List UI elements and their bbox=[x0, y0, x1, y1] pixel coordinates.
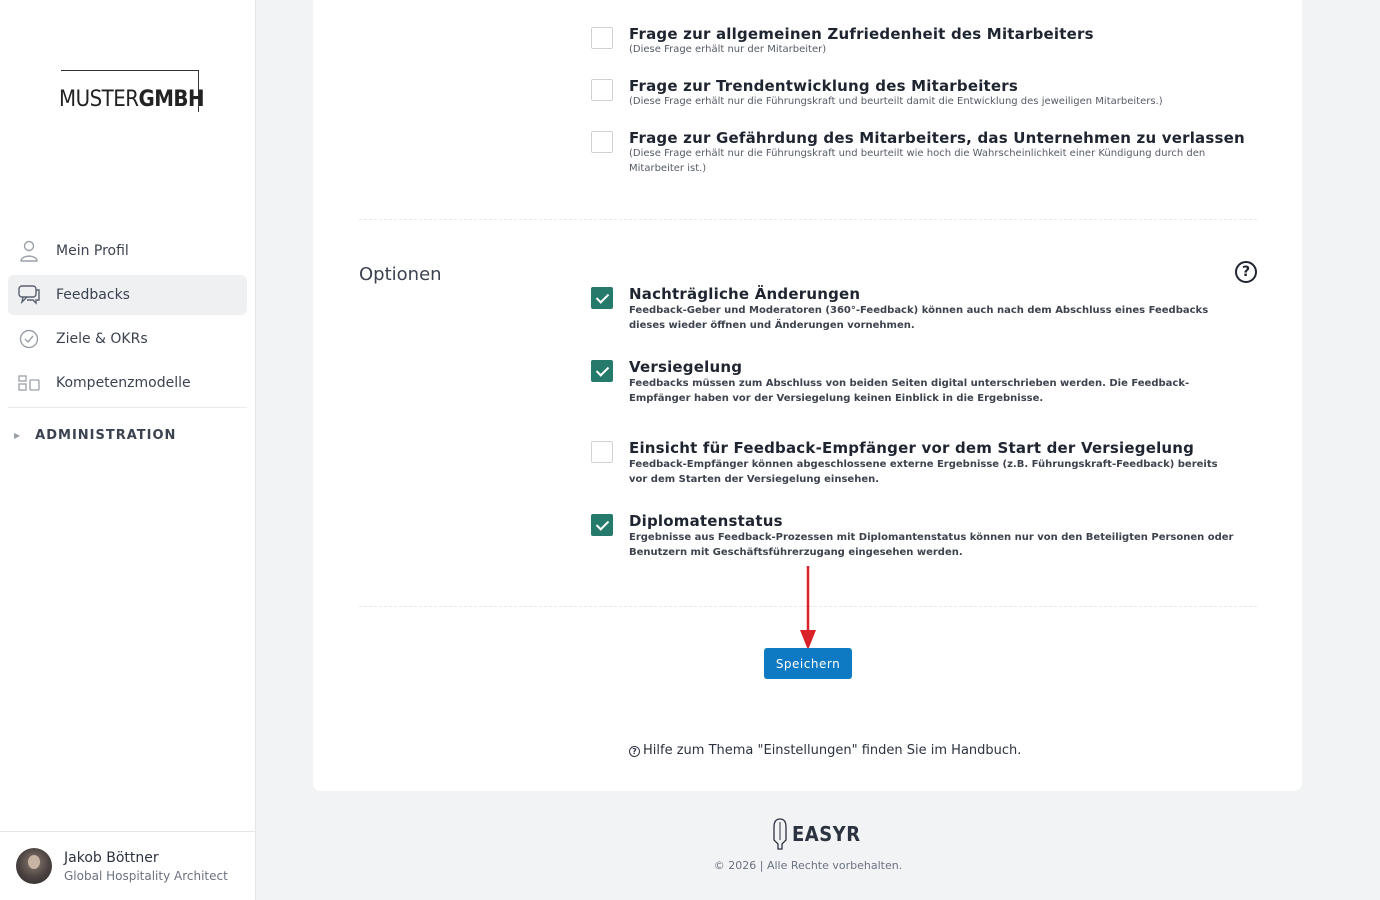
option-checkbox[interactable] bbox=[591, 287, 613, 309]
option-description: Feedback-Empfänger können abgeschlossene externe Ergebnisse (z.B. Führungskraft-Feedback) bereits vor dem Starten der Versiegelung einsehen. bbox=[629, 459, 1218, 485]
question-checkbox[interactable] bbox=[591, 131, 613, 153]
annotation-arrow-icon bbox=[798, 566, 818, 650]
copyright: © 2026 | Alle Rechte vorbehalten. bbox=[713, 859, 903, 872]
option-title: Diplomatenstatus bbox=[629, 512, 783, 530]
sidebar-divider bbox=[8, 407, 247, 408]
sidebar-item-mein-profil[interactable] bbox=[8, 231, 247, 271]
help-icon[interactable]: ? bbox=[1235, 261, 1257, 283]
section-title-optionen: Optionen bbox=[359, 264, 442, 285]
help-hint[interactable] bbox=[629, 743, 1021, 758]
company-logo[interactable] bbox=[59, 70, 205, 112]
chat-icon bbox=[18, 284, 40, 306]
question-checkbox[interactable] bbox=[591, 27, 613, 49]
option-checkbox[interactable] bbox=[591, 360, 613, 382]
blocks-icon bbox=[18, 372, 40, 394]
footer-logo bbox=[772, 818, 861, 850]
option-title: Versiegelung bbox=[629, 358, 743, 376]
option-description: (Diese Frage erhält nur die Führungskraft und beurteilt wie hoch die Wahrscheinlichkeit einer Kündigung durch den Mitarbeiter ist.) bbox=[629, 148, 1206, 174]
option-title: Einsicht für Feedback-Empfänger vor dem Start der Versiegelung bbox=[629, 439, 1195, 457]
user-role: Global Hospitality Architect bbox=[64, 869, 228, 883]
question-checkbox[interactable] bbox=[591, 79, 613, 101]
logo-text: MUSTERGMBH bbox=[59, 87, 205, 112]
footer-logo-text: EASYR bbox=[792, 822, 861, 846]
option-title: Frage zur Trendentwicklung des Mitarbeiters bbox=[629, 77, 1019, 95]
option-description: (Diese Frage erhält nur der Mitarbeiter) bbox=[629, 44, 827, 55]
sidebar bbox=[0, 0, 256, 900]
settings-card bbox=[313, 0, 1302, 791]
sidebar-nav bbox=[8, 231, 247, 407]
sidebar-item-ziele-okrs[interactable] bbox=[8, 319, 247, 359]
sidebar-item-label: Mein Profil bbox=[56, 243, 129, 259]
user-name: Jakob Böttner bbox=[64, 850, 159, 866]
option-description: Feedback-Geber und Moderatoren (360°-Feedback) können auch nach dem Abschluss eines Feedbacks dieses wieder öffnen und Änderungen vornehmen. bbox=[629, 305, 1209, 331]
sidebar-item-kompetenzmodelle[interactable] bbox=[8, 363, 247, 403]
save-button[interactable]: Speichern bbox=[764, 648, 852, 679]
sidebar-item-label: Kompetenzmodelle bbox=[56, 375, 191, 391]
question-icon: ? bbox=[629, 746, 640, 757]
sidebar-item-label: Ziele & OKRs bbox=[56, 331, 148, 347]
sidebar-item-administration[interactable] bbox=[14, 428, 176, 443]
option-title: Frage zur Gefährdung des Mitarbeiters, das Unternehmen zu verlassen bbox=[629, 129, 1245, 147]
option-title: Frage zur allgemeinen Zufriedenheit des Mitarbeiters bbox=[629, 25, 1094, 43]
section-divider bbox=[359, 219, 1257, 220]
caret-right-icon: ▶ bbox=[14, 431, 22, 440]
sidebar-item-feedbacks[interactable] bbox=[8, 275, 247, 315]
admin-label: ADMINISTRATION bbox=[35, 428, 177, 443]
option-description: Ergebnisse aus Feedback-Prozessen mit Diplomantenstatus können nur von den Beteiligten Personen oder Benutzern mit Geschäftsführerzugang eingesehen werden. bbox=[629, 532, 1234, 558]
option-title: Nachträgliche Änderungen bbox=[629, 285, 861, 303]
sidebar-item-label: Feedbacks bbox=[56, 287, 130, 303]
user-icon bbox=[18, 240, 40, 262]
easyr-logo-icon bbox=[772, 818, 788, 850]
option-description: (Diese Frage erhält nur die Führungskraft und beurteilt damit die Entwicklung des jeweiligen Mitarbeiters.) bbox=[629, 96, 1163, 107]
option-checkbox[interactable] bbox=[591, 441, 613, 463]
check-circle-icon bbox=[18, 328, 40, 350]
option-description: Feedbacks müssen zum Abschluss von beiden Seiten digital unterschrieben werden. Die Feedback-Empfänger haben vor der Versiegelung keinen Einblick in die Ergebnisse. bbox=[629, 378, 1190, 404]
help-hint-text: Hilfe zum Thema "Einstellungen" finden Sie im Handbuch. bbox=[643, 743, 1022, 758]
option-checkbox[interactable] bbox=[591, 514, 613, 536]
